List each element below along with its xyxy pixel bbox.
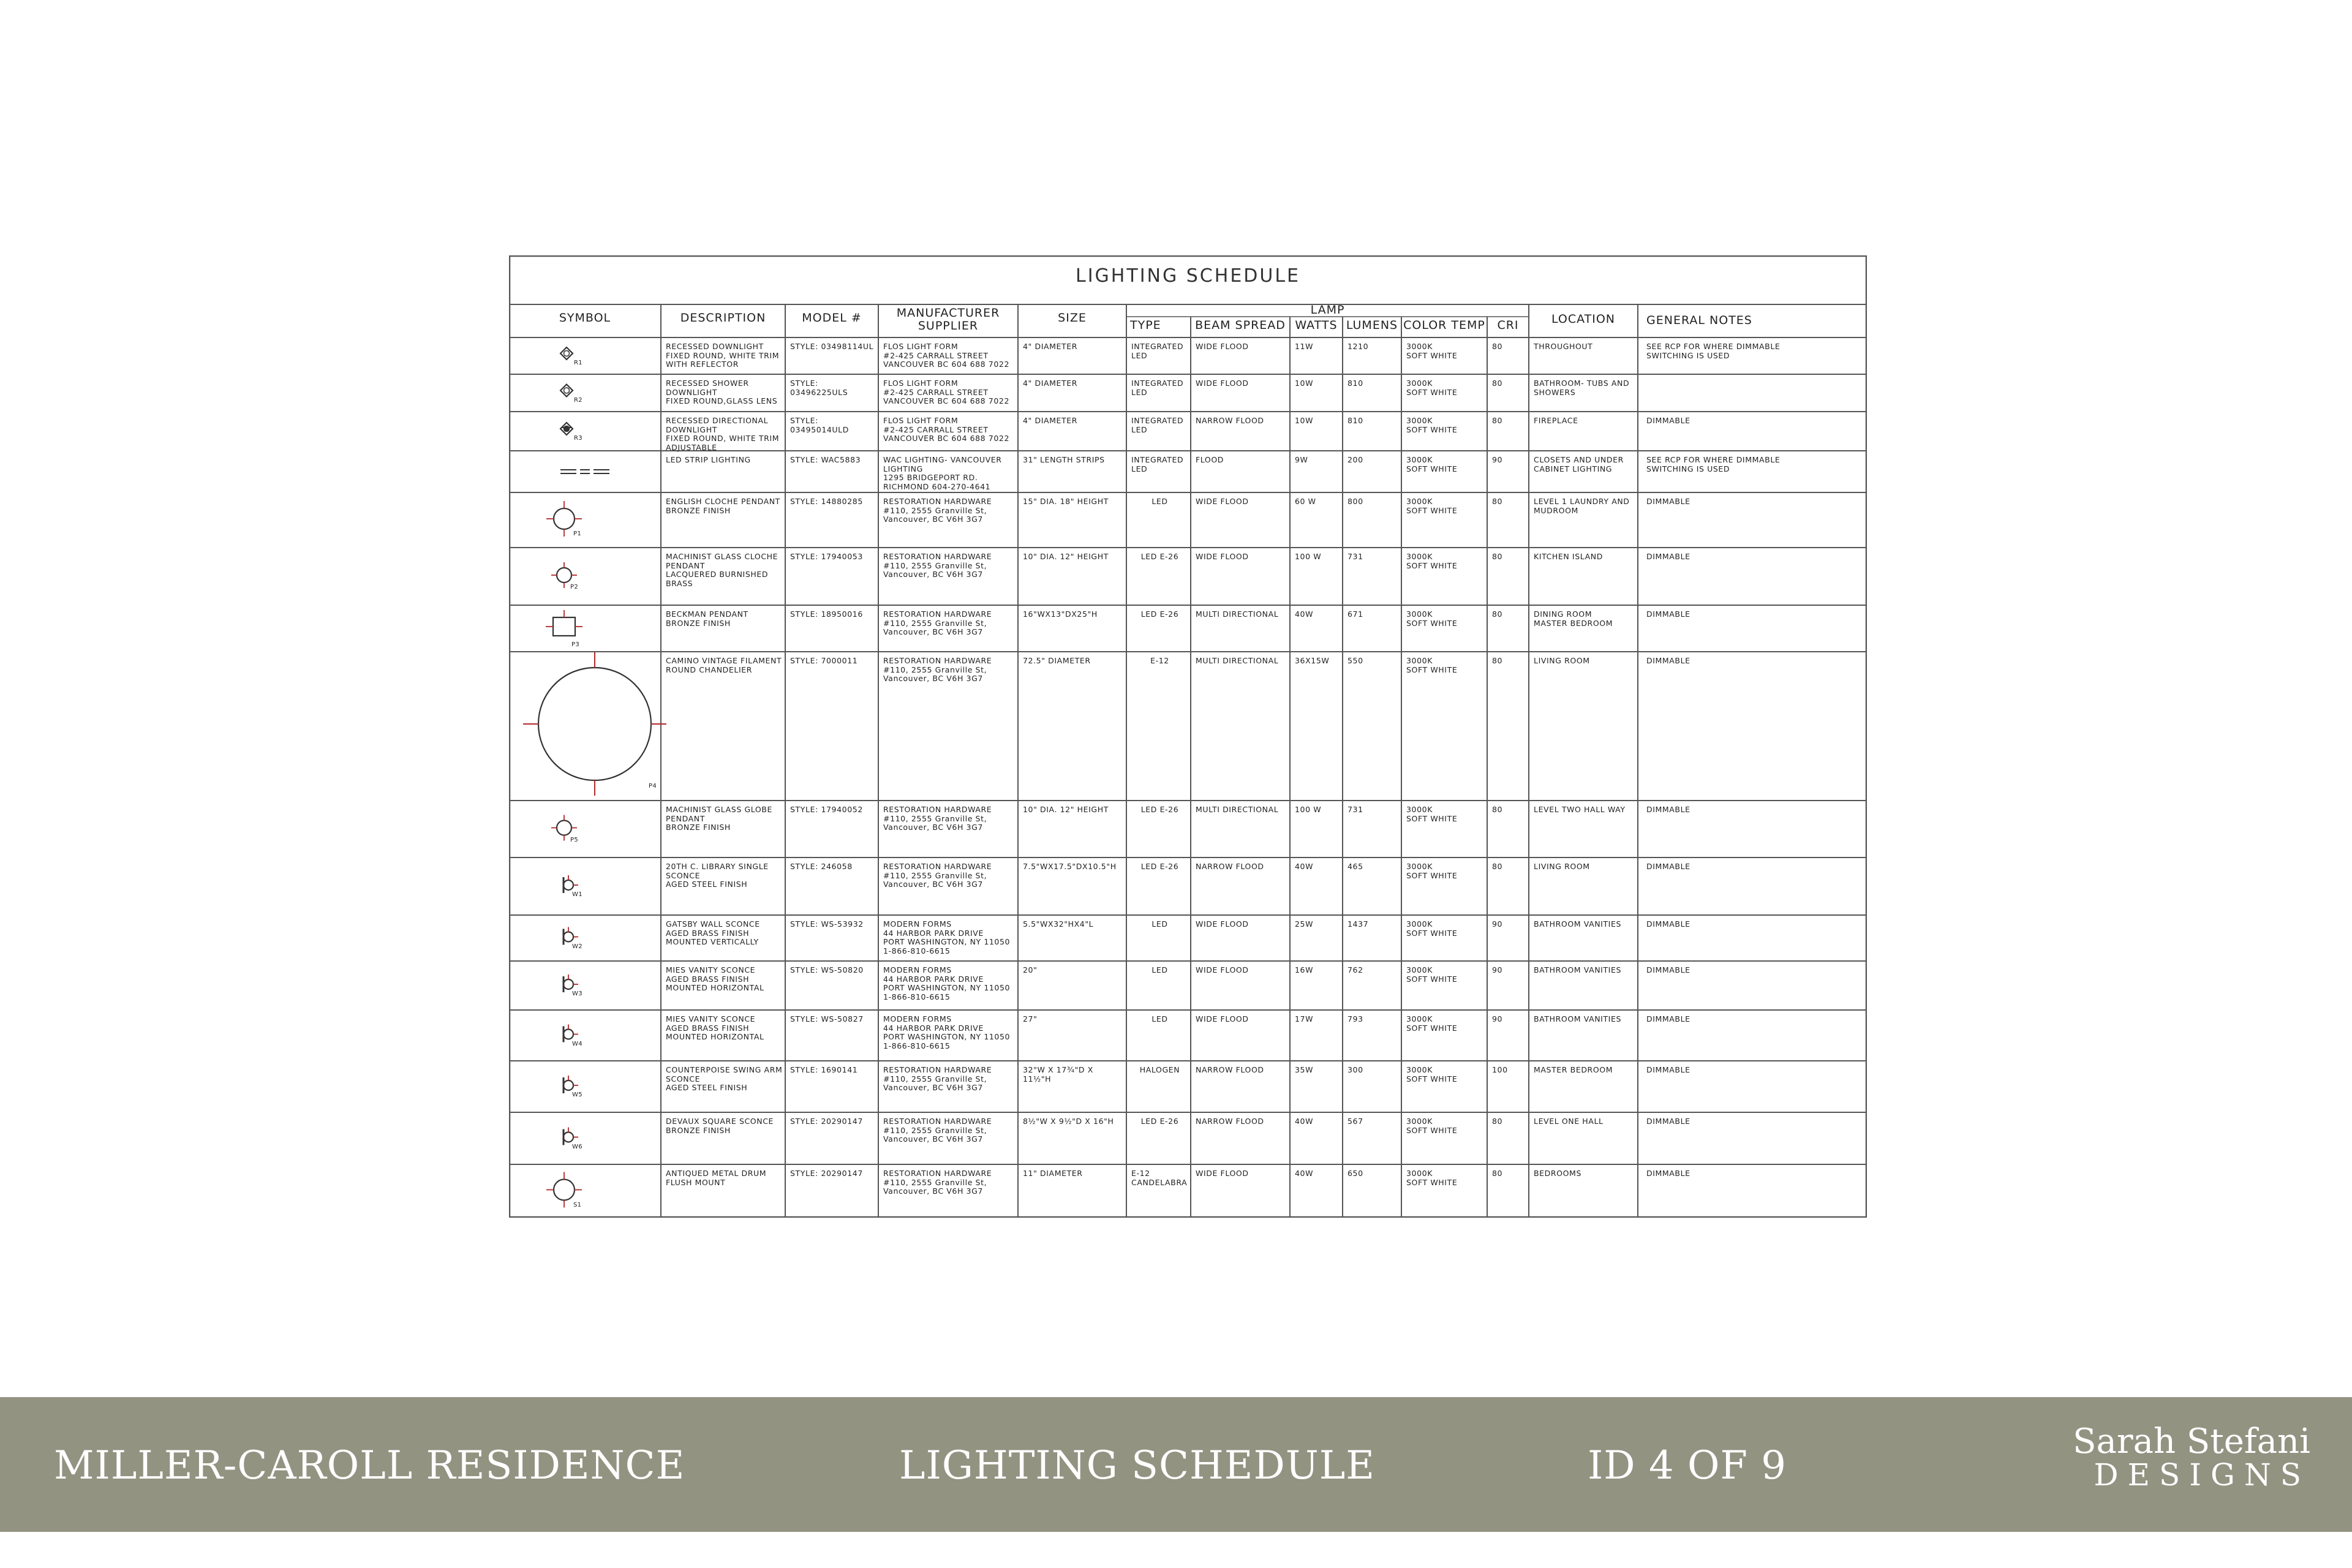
- cell-cri: 80: [1492, 862, 1503, 871]
- cell-watts: 60 W: [1295, 497, 1316, 506]
- header-cri: CRI: [1497, 318, 1519, 332]
- cell-supplier: RESTORATION HARDWARE #110, 2555 Granville St, Vancouver, BC V6H 3G7: [883, 609, 992, 636]
- cell-color-temp: 3000K SOFT WHITE: [1406, 416, 1458, 434]
- cell-supplier: FLOS LIGHT FORM #2-425 CARRALL STREET VANCOUVER BC 604 688 7022: [883, 342, 1010, 369]
- cell-supplier: RESTORATION HARDWARE #110, 2555 Granville St, Vancouver, BC V6H 3G7: [883, 656, 992, 683]
- cell-model: STYLE: 20290147: [790, 1169, 863, 1178]
- cell-notes: DIMMABLE: [1646, 1117, 1691, 1126]
- cell-model: STYLE: 20290147: [790, 1117, 863, 1126]
- cell-watts: 40W: [1295, 609, 1314, 619]
- cell-supplier: MODERN FORMS 44 HARBOR PARK DRIVE PORT WASHINGTON, NY 11050 1-866-810-6615: [883, 919, 1011, 956]
- cell-color-temp: 3000K SOFT WHITE: [1406, 342, 1458, 360]
- recessed-downlight-icon: [560, 347, 573, 360]
- project-name: MILLER-CAROLL RESIDENCE: [54, 1443, 685, 1488]
- symbol-tag: R1: [574, 360, 582, 366]
- cell-watts: 25W: [1295, 919, 1314, 929]
- cell-description: COUNTERPOISE SWING ARM SCONCE AGED STEEL FINISH: [666, 1065, 783, 1092]
- cell-size: 72.5" DIAMETER: [1023, 656, 1091, 665]
- symbol-tag: P5: [570, 836, 578, 843]
- cell-supplier: RESTORATION HARDWARE #110, 2555 Granville St, Vancouver, BC V6H 3G7: [883, 497, 992, 524]
- symbol-tag: R3: [574, 435, 582, 442]
- header-color-temp: COLOR TEMP: [1403, 318, 1485, 332]
- cell-notes: DIMMABLE: [1646, 497, 1691, 506]
- cell-model: STYLE: WS-50827: [790, 1014, 864, 1023]
- cell-type: INTEGRATED LED: [1131, 342, 1184, 360]
- cell-lumens: 550: [1348, 656, 1363, 665]
- cell-size: 5.5"WX32"HX4"L: [1023, 919, 1094, 929]
- cell-location: CLOSETS AND UNDER CABINET LIGHTING: [1534, 455, 1624, 473]
- cell-notes: DIMMABLE: [1646, 862, 1691, 871]
- cell-cri: 80: [1492, 1169, 1503, 1178]
- cell-location: BATHROOM VANITIES: [1534, 1014, 1622, 1023]
- cell-size: 4" DIAMETER: [1023, 379, 1078, 388]
- cell-type: LED: [1152, 497, 1168, 506]
- cell-type: LED E-26: [1140, 862, 1179, 871]
- cell-beam: NARROW FLOOD: [1196, 1117, 1264, 1126]
- cell-type: LED E-26: [1140, 1117, 1179, 1126]
- cell-lumens: 810: [1348, 379, 1363, 388]
- cell-beam: NARROW FLOOD: [1196, 1065, 1264, 1074]
- cell-cri: 100: [1492, 1065, 1508, 1074]
- cell-size: 32"W X 17¾"D X 11½"H: [1023, 1065, 1093, 1084]
- led-strip-icon: [560, 470, 609, 473]
- cell-location: LIVING ROOM: [1534, 862, 1590, 871]
- cell-color-temp: 3000K SOFT WHITE: [1406, 552, 1458, 570]
- cell-notes: DIMMABLE: [1646, 1014, 1691, 1023]
- cell-size: 20": [1023, 965, 1038, 974]
- cell-color-temp: 3000K SOFT WHITE: [1406, 656, 1458, 674]
- cell-supplier: FLOS LIGHT FORM #2-425 CARRALL STREET VANCOUVER BC 604 688 7022: [883, 416, 1010, 443]
- cell-location: LEVEL ONE HALL: [1534, 1117, 1604, 1126]
- cell-watts: 16W: [1295, 965, 1314, 974]
- cell-watts: 40W: [1295, 1169, 1314, 1178]
- cell-color-temp: 3000K SOFT WHITE: [1406, 1065, 1458, 1084]
- cell-cri: 80: [1492, 416, 1503, 425]
- cell-type: INTEGRATED LED: [1131, 379, 1184, 397]
- cell-supplier: FLOS LIGHT FORM #2-425 CARRALL STREET VANCOUVER BC 604 688 7022: [883, 379, 1010, 405]
- cell-location: MASTER BEDROOM: [1534, 1065, 1613, 1074]
- cell-location: KITCHEN ISLAND: [1534, 552, 1603, 561]
- cell-description: DEVAUX SQUARE SCONCE BRONZE FINISH: [666, 1117, 774, 1135]
- cell-cri: 90: [1492, 919, 1503, 929]
- cell-color-temp: 3000K SOFT WHITE: [1406, 1169, 1458, 1187]
- title-block-footer: [0, 1397, 2352, 1532]
- cell-type: LED: [1152, 965, 1168, 974]
- symbol-tag: P4: [649, 783, 657, 790]
- header-lumens: LUMENS: [1346, 318, 1398, 332]
- header-location: LOCATION: [1551, 312, 1616, 326]
- cell-lumens: 762: [1348, 965, 1363, 974]
- cell-location: BEDROOMS: [1534, 1169, 1581, 1178]
- cell-size: 4" DIAMETER: [1023, 416, 1078, 425]
- cell-size: 31" LENGTH STRIPS: [1023, 455, 1105, 464]
- cell-size: 10" DIA. 12" HEIGHT: [1023, 552, 1109, 561]
- wall-sconce-icon: [564, 927, 578, 945]
- cell-notes: DIMMABLE: [1646, 805, 1691, 814]
- cell-model: STYLE: 03495014ULD: [790, 416, 849, 434]
- cell-notes: DIMMABLE: [1646, 656, 1691, 665]
- cell-description: MIES VANITY SCONCE AGED BRASS FINISH MOUNTED HORIZONTAL: [666, 1014, 764, 1041]
- cell-color-temp: 3000K SOFT WHITE: [1406, 609, 1458, 628]
- cell-supplier: RESTORATION HARDWARE #110, 2555 Granville St, Vancouver, BC V6H 3G7: [883, 805, 992, 832]
- cell-cri: 80: [1492, 497, 1503, 506]
- cell-supplier: RESTORATION HARDWARE #110, 2555 Granville St, Vancouver, BC V6H 3G7: [883, 1169, 992, 1196]
- cell-beam: WIDE FLOOD: [1196, 965, 1249, 974]
- cell-model: STYLE: 246058: [790, 862, 853, 871]
- cell-notes: DIMMABLE: [1646, 609, 1691, 619]
- cell-type: LED E-26: [1140, 609, 1179, 619]
- cell-lumens: 1437: [1348, 919, 1369, 929]
- cell-type: INTEGRATED LED: [1131, 455, 1184, 473]
- cell-type: LED: [1152, 919, 1168, 929]
- cell-location: BATHROOM- TUBS AND SHOWERS: [1534, 379, 1630, 397]
- cell-watts: 40W: [1295, 862, 1314, 871]
- cell-model: STYLE: 17940053: [790, 552, 863, 561]
- cell-notes: DIMMABLE: [1646, 1065, 1691, 1074]
- cell-beam: MULTI DIRECTIONAL: [1196, 656, 1279, 665]
- symbol-tag: W6: [572, 1143, 582, 1150]
- cell-location: BATHROOM VANITIES: [1534, 965, 1622, 974]
- wall-sconce-icon: [564, 875, 578, 893]
- symbol-tag: W4: [572, 1040, 582, 1047]
- cell-beam: WIDE FLOOD: [1196, 919, 1249, 929]
- cell-cri: 90: [1492, 965, 1503, 974]
- cell-size: 10" DIA. 12" HEIGHT: [1023, 805, 1109, 814]
- symbol-tag: W1: [572, 891, 582, 898]
- cell-description: RECESSED DOWNLIGHT FIXED ROUND, WHITE TRIM WITH REFLECTOR: [666, 342, 780, 369]
- cell-notes: DIMMABLE: [1646, 416, 1691, 425]
- cell-model: STYLE: WAC5883: [790, 455, 861, 464]
- wall-sconce-icon: [564, 1128, 578, 1145]
- cell-type: LED: [1152, 1014, 1168, 1023]
- cell-supplier: MODERN FORMS 44 HARBOR PARK DRIVE PORT WASHINGTON, NY 11050 1-866-810-6615: [883, 965, 1011, 1001]
- cell-beam: NARROW FLOOD: [1196, 862, 1264, 871]
- cell-lumens: 671: [1348, 609, 1363, 619]
- square-pendant-icon: [546, 610, 582, 636]
- sheet-name: LIGHTING SCHEDULE: [899, 1443, 1375, 1488]
- cell-type: E-12 CANDELABRA: [1131, 1169, 1188, 1187]
- cell-color-temp: 3000K SOFT WHITE: [1406, 919, 1458, 938]
- brand-logo-line1: Sarah Stefani: [2073, 1422, 2310, 1461]
- cell-notes: DIMMABLE: [1646, 1169, 1691, 1178]
- cell-watts: 11W: [1295, 342, 1314, 351]
- cell-beam: MULTI DIRECTIONAL: [1196, 805, 1279, 814]
- cell-beam: WIDE FLOOD: [1196, 497, 1249, 506]
- cell-description: RECESSED SHOWER DOWNLIGHT FIXED ROUND,GLASS LENS: [666, 379, 778, 405]
- cell-size: 27": [1023, 1014, 1038, 1023]
- cell-beam: WIDE FLOOD: [1196, 379, 1249, 388]
- symbol-tag: P3: [571, 641, 579, 648]
- cell-color-temp: 3000K SOFT WHITE: [1406, 805, 1458, 823]
- cell-lumens: 793: [1348, 1014, 1363, 1023]
- cell-location: DINING ROOM MASTER BEDROOM: [1534, 609, 1613, 628]
- cell-color-temp: 3000K SOFT WHITE: [1406, 862, 1458, 880]
- symbol-tag: W5: [572, 1091, 582, 1098]
- page-number: ID 4 OF 9: [1588, 1443, 1787, 1488]
- cell-cri: 80: [1492, 552, 1503, 561]
- cell-lumens: 200: [1348, 455, 1363, 464]
- chandelier-icon: [523, 652, 666, 796]
- cell-beam: FLOOD: [1196, 455, 1224, 464]
- cell-color-temp: 3000K SOFT WHITE: [1406, 965, 1458, 984]
- cell-description: BECKMAN PENDANT BRONZE FINISH: [666, 609, 748, 628]
- cell-model: STYLE: 1690141: [790, 1065, 858, 1074]
- cell-location: LIVING ROOM: [1534, 656, 1590, 665]
- cell-model: STYLE: 03498114UL: [790, 342, 874, 351]
- brand-logo-line2: DESIGNS: [2094, 1457, 2310, 1493]
- cell-type: HALOGEN: [1139, 1065, 1180, 1074]
- cell-watts: 100 W: [1295, 805, 1322, 814]
- symbol-tag: W2: [572, 943, 582, 950]
- cell-model: STYLE: WS-53932: [790, 919, 864, 929]
- cell-watts: 17W: [1295, 1014, 1314, 1023]
- cell-location: FIREPLACE: [1534, 416, 1578, 425]
- symbol-tag: R2: [574, 396, 582, 404]
- header-watts: WATTS: [1295, 318, 1338, 332]
- cell-model: STYLE: 14880285: [790, 497, 863, 506]
- cell-color-temp: 3000K SOFT WHITE: [1406, 1014, 1458, 1033]
- cell-location: LEVEL 1 LAUNDRY AND MUDROOM: [1534, 497, 1630, 515]
- cell-supplier: RESTORATION HARDWARE #110, 2555 Granville St, Vancouver, BC V6H 3G7: [883, 1117, 992, 1144]
- schedule-title: LIGHTING SCHEDULE: [1076, 265, 1300, 287]
- cell-notes: DIMMABLE: [1646, 919, 1691, 929]
- symbol-tag: P1: [573, 530, 581, 537]
- cell-supplier: RESTORATION HARDWARE #110, 2555 Granville St, Vancouver, BC V6H 3G7: [883, 862, 992, 889]
- cell-watts: 10W: [1295, 379, 1314, 388]
- cell-description: ENGLISH CLOCHE PENDANT BRONZE FINISH: [666, 497, 780, 515]
- cell-beam: WIDE FLOOD: [1196, 552, 1249, 561]
- cell-notes: SEE RCP FOR WHERE DIMMABLE SWITCHING IS USED: [1646, 342, 1781, 360]
- cell-supplier: RESTORATION HARDWARE #110, 2555 Granville St, Vancouver, BC V6H 3G7: [883, 552, 992, 579]
- cell-size: 16"WX13"DX25"H: [1023, 609, 1098, 619]
- cell-notes: SEE RCP FOR WHERE DIMMABLE SWITCHING IS USED: [1646, 455, 1781, 473]
- cell-model: STYLE: 03496225ULS: [790, 379, 848, 397]
- cell-watts: 10W: [1295, 416, 1314, 425]
- cell-lumens: 800: [1348, 497, 1363, 506]
- cell-description: GATSBY WALL SCONCE AGED BRASS FINISH MOUNTED VERTICALLY: [666, 919, 760, 946]
- cell-watts: 36X15W: [1295, 656, 1330, 665]
- cell-location: BATHROOM VANITIES: [1534, 919, 1622, 929]
- header-model: MODEL #: [802, 311, 862, 325]
- recessed-directional-icon: [560, 423, 573, 435]
- cell-description: CAMINO VINTAGE FILAMENT ROUND CHANDELIER: [666, 656, 782, 674]
- header-general-notes: GENERAL NOTES: [1646, 314, 1752, 327]
- cell-lumens: 731: [1348, 552, 1363, 561]
- cell-watts: 35W: [1295, 1065, 1314, 1074]
- wall-sconce-icon: [564, 1076, 578, 1093]
- cell-description: MACHINIST GLASS GLOBE PENDANT BRONZE FINISH: [666, 805, 772, 832]
- cell-cri: 80: [1492, 1117, 1503, 1126]
- cell-type: LED E-26: [1140, 552, 1179, 561]
- cell-size: 8½"W X 9½"D X 16"H: [1023, 1117, 1114, 1126]
- cell-notes: DIMMABLE: [1646, 965, 1691, 974]
- cell-description: MIES VANITY SCONCE AGED BRASS FINISH MOUNTED HORIZONTAL: [666, 965, 764, 992]
- header-beam-spread: BEAM SPREAD: [1195, 318, 1286, 332]
- cell-size: 11" DIAMETER: [1023, 1169, 1083, 1178]
- cell-watts: 40W: [1295, 1117, 1314, 1126]
- lighting-schedule-sheet: [509, 255, 1867, 1218]
- header-lamp: LAMP: [1310, 303, 1345, 317]
- header-description: DESCRIPTION: [680, 311, 766, 325]
- cell-beam: MULTI DIRECTIONAL: [1196, 609, 1279, 619]
- cell-model: STYLE: 17940052: [790, 805, 863, 814]
- cell-cri: 80: [1492, 656, 1503, 665]
- cell-cri: 80: [1492, 379, 1503, 388]
- cell-supplier: MODERN FORMS 44 HARBOR PARK DRIVE PORT WASHINGTON, NY 11050 1-866-810-6615: [883, 1014, 1011, 1050]
- cell-color-temp: 3000K SOFT WHITE: [1406, 1117, 1458, 1135]
- cell-lumens: 650: [1348, 1169, 1363, 1178]
- cell-type: E-12: [1150, 656, 1169, 665]
- cell-cri: 90: [1492, 1014, 1503, 1023]
- cell-size: 7.5"WX17.5"DX10.5"H: [1023, 862, 1117, 871]
- cell-location: LEVEL TWO HALL WAY: [1534, 805, 1626, 814]
- cell-type: INTEGRATED LED: [1131, 416, 1184, 434]
- cell-size: 4" DIAMETER: [1023, 342, 1078, 351]
- cell-beam: NARROW FLOOD: [1196, 416, 1264, 425]
- cell-description: ANTIQUED METAL DRUM FLUSH MOUNT: [666, 1169, 767, 1187]
- cell-supplier: WAC LIGHTING- VANCOUVER LIGHTING 1295 BRIDGEPORT RD. RICHMOND 604-270-4641: [883, 455, 1002, 491]
- cell-lumens: 731: [1348, 805, 1363, 814]
- cell-cri: 80: [1492, 805, 1503, 814]
- cell-beam: WIDE FLOOD: [1196, 342, 1249, 351]
- cell-cri: 90: [1492, 455, 1503, 464]
- cell-color-temp: 3000K SOFT WHITE: [1406, 379, 1458, 397]
- cell-lumens: 1210: [1348, 342, 1369, 351]
- cell-model: STYLE: 18950016: [790, 609, 863, 619]
- cell-model: STYLE: 7000011: [790, 656, 858, 665]
- header-type: TYPE: [1130, 318, 1161, 332]
- cell-location: THROUGHOUT: [1534, 342, 1593, 351]
- cell-color-temp: 3000K SOFT WHITE: [1406, 455, 1458, 473]
- cell-description: MACHINIST GLASS CLOCHE PENDANT LACQUERED BURNISHED BRASS: [666, 552, 778, 588]
- header-manufacturer: MANUFACTURER SUPPLIER: [896, 306, 1000, 333]
- cell-color-temp: 3000K SOFT WHITE: [1406, 497, 1458, 515]
- cell-description: 20TH C. LIBRARY SINGLE SCONCE AGED STEEL FINISH: [666, 862, 769, 889]
- cell-model: STYLE: WS-50820: [790, 965, 864, 974]
- cell-description: LED STRIP LIGHTING: [666, 455, 751, 464]
- cell-lumens: 810: [1348, 416, 1363, 425]
- cell-watts: 9W: [1295, 455, 1308, 464]
- cell-size: 15" DIA. 18" HEIGHT: [1023, 497, 1109, 506]
- cell-beam: WIDE FLOOD: [1196, 1169, 1249, 1178]
- cell-lumens: 465: [1348, 862, 1363, 871]
- cell-cri: 80: [1492, 609, 1503, 619]
- cell-type: LED E-26: [1140, 805, 1179, 814]
- wall-sconce-icon: [564, 1025, 578, 1042]
- symbol-tag: P2: [570, 584, 578, 590]
- recessed-shower-icon: [560, 385, 573, 397]
- cell-notes: DIMMABLE: [1646, 552, 1691, 561]
- cell-lumens: 567: [1348, 1117, 1363, 1126]
- cell-description: RECESSED DIRECTIONAL DOWNLIGHT FIXED ROUND, WHITE TRIM ADJUSTABLE: [666, 416, 780, 452]
- symbol-tag: W3: [572, 990, 582, 997]
- cell-cri: 80: [1492, 342, 1503, 351]
- cell-lumens: 300: [1348, 1065, 1363, 1074]
- symbol-tag: S1: [573, 1201, 582, 1208]
- cell-supplier: RESTORATION HARDWARE #110, 2555 Granville St, Vancouver, BC V6H 3G7: [883, 1065, 992, 1092]
- wall-sconce-icon: [564, 974, 578, 992]
- cell-beam: WIDE FLOOD: [1196, 1014, 1249, 1023]
- header-symbol: SYMBOL: [559, 311, 611, 325]
- header-size: SIZE: [1058, 311, 1087, 325]
- cell-watts: 100 W: [1295, 552, 1322, 561]
